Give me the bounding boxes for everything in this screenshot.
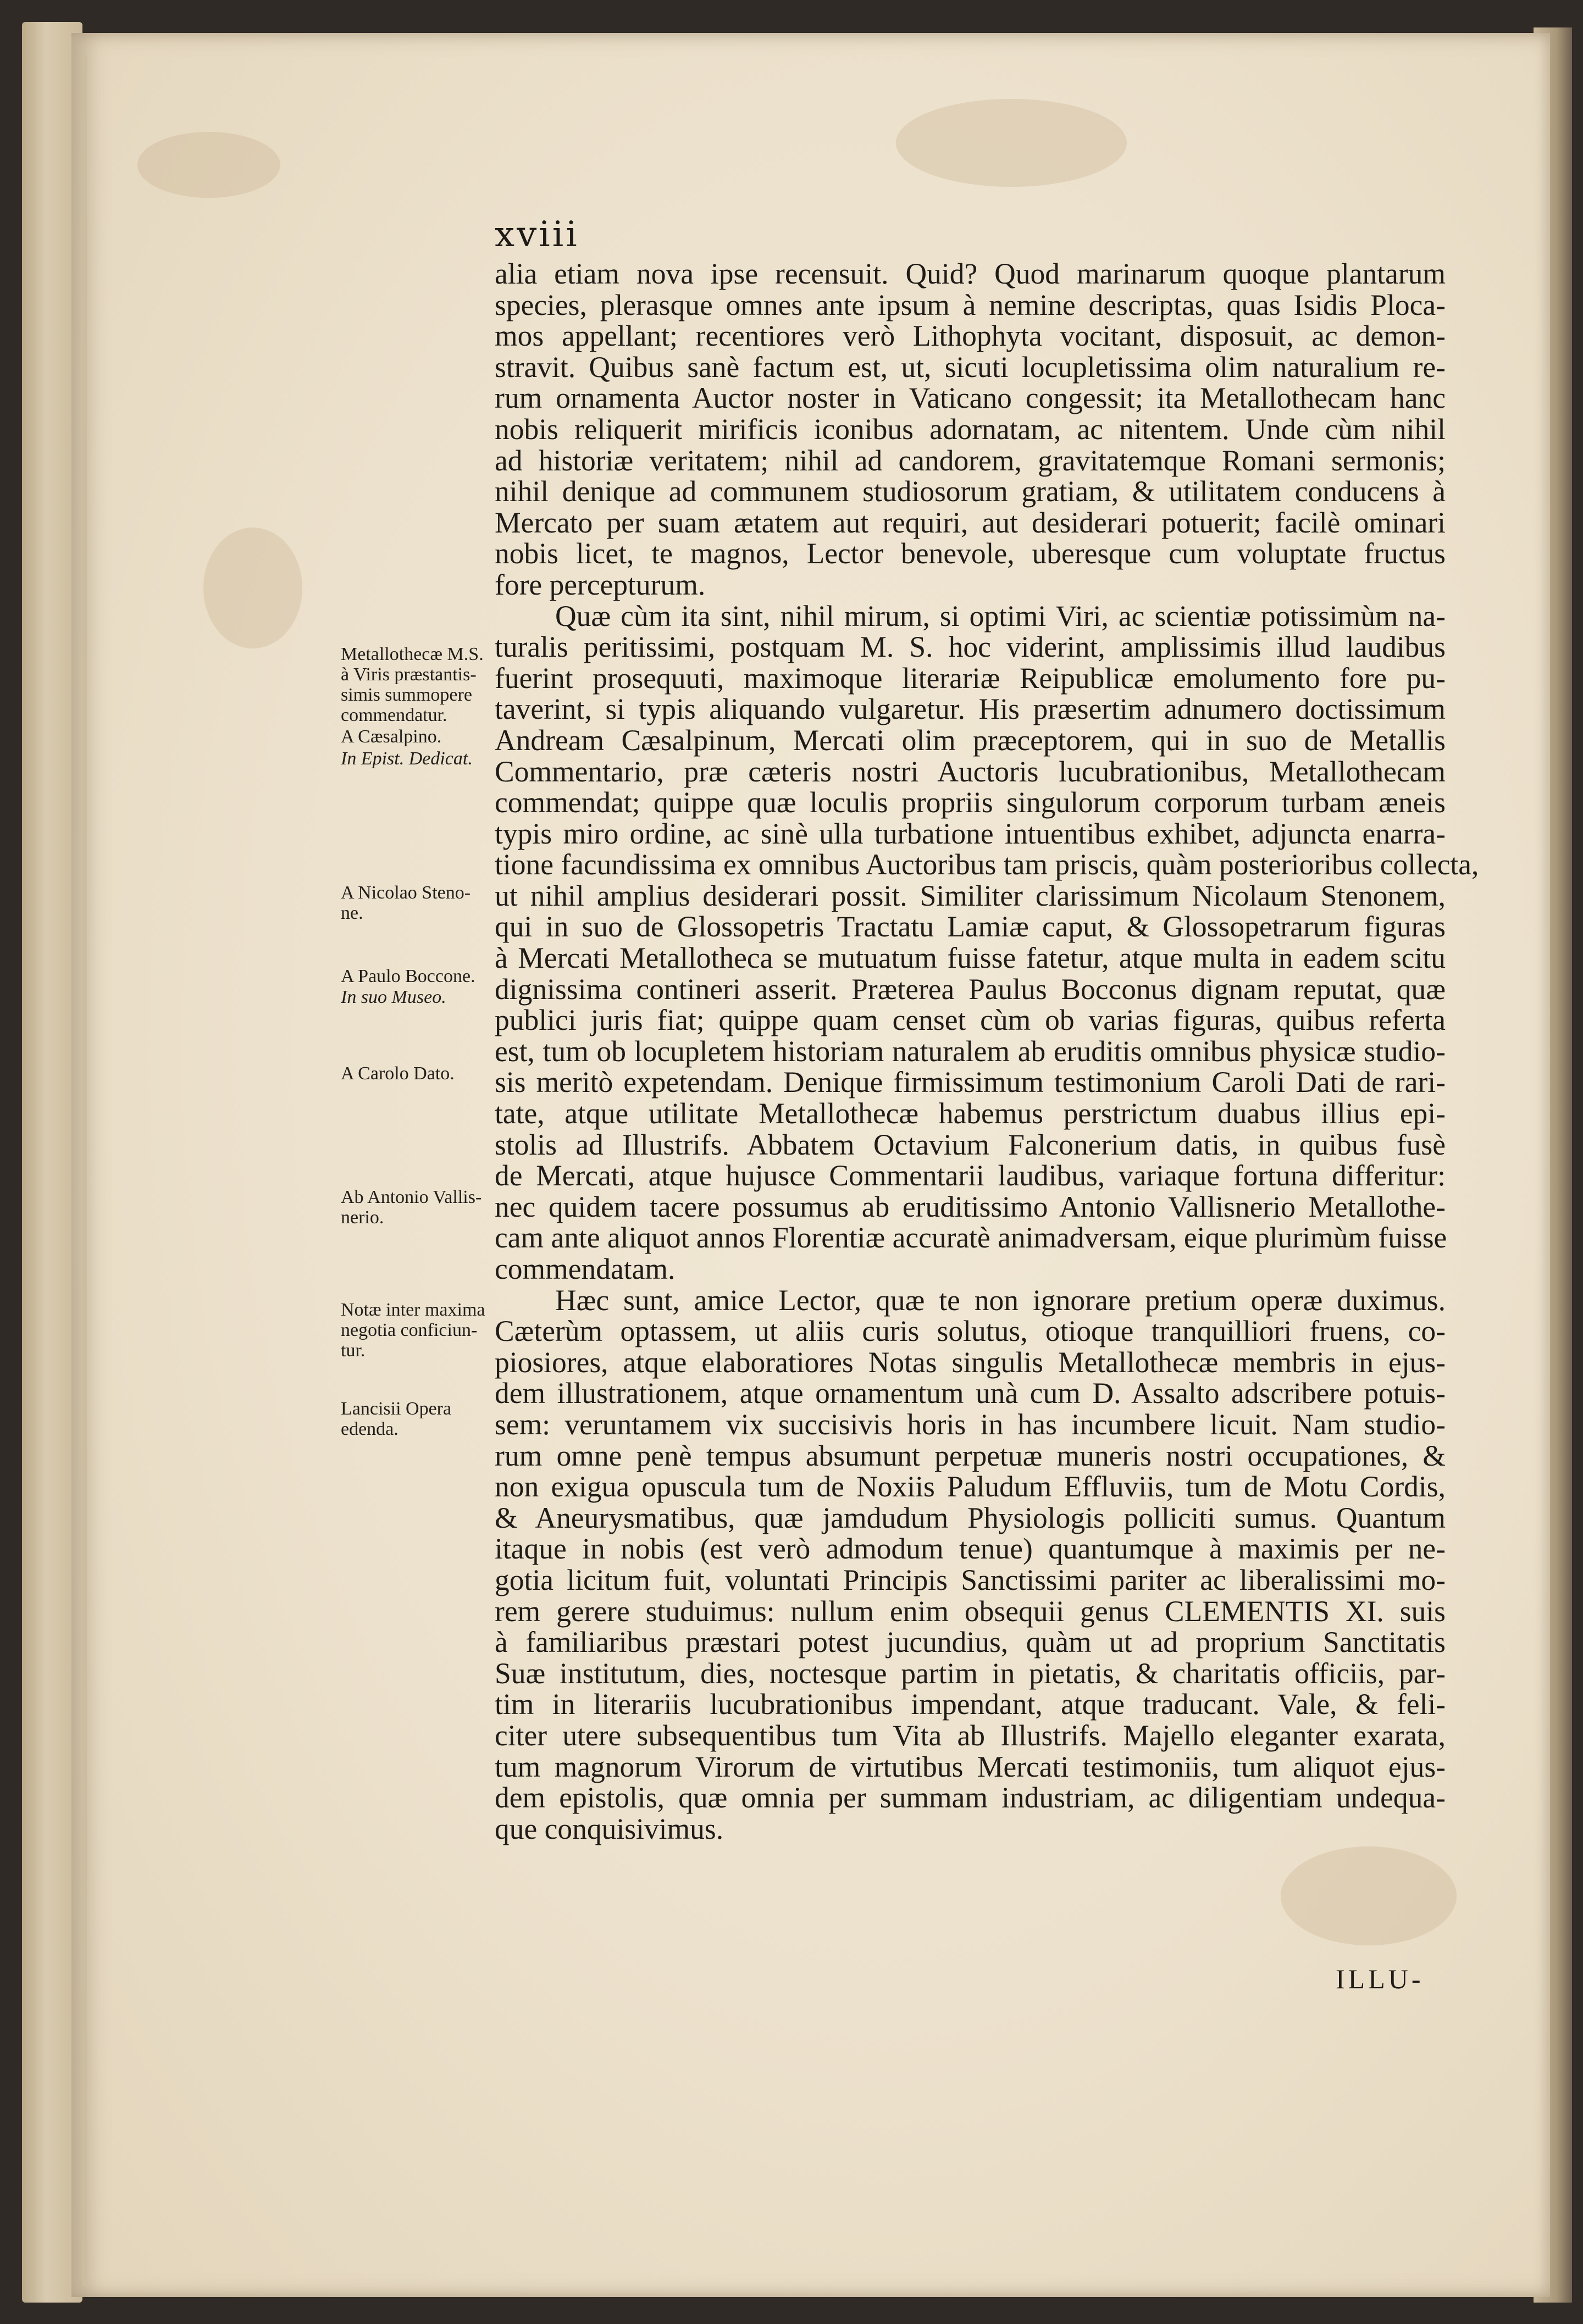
catchword: ILLU-: [1336, 1964, 1424, 1994]
margin-note-line: A Paulo Boccone.: [341, 966, 475, 986]
text-line: nec quidem tacere possumus ab eruditissimo Antonio Vallisnerio Metallothe-: [495, 1190, 1446, 1223]
text-line: ut nihil amplius desiderari possit. Similiter clarissimum Nicolaum Stenonem,: [495, 879, 1446, 912]
text-line: dignissima contineri asserit. Præterea Paulus Bocconus dignam reputat, quæ: [495, 972, 1446, 1006]
margin-note-epist-dedicat: [341, 748, 528, 769]
text-line: tione facundissima ex omnibus Auctoribus tam priscis, quàm posterioribus collecta,: [495, 848, 1479, 881]
text-line: rum omne penè tempus absumunt perpetuæ muneris nostri occupationes, &: [495, 1439, 1446, 1472]
text-line: mos appellant; recentiores verò Lithophyta vocitant, disposuit, ac demon-: [495, 319, 1446, 353]
margin-note-line: edenda.: [341, 1419, 398, 1439]
text-line: alia etiam nova ipse recensuit. Quid? Quod marinarum quoque plantarum: [495, 257, 1446, 290]
text-line: à familiaribus præstari potest jucundius, quàm ut ad proprium Sanctitatis: [495, 1626, 1446, 1659]
text-line: citer utere subsequentibus tum Vita ab Illustrifs. Majello eleganter exarata,: [495, 1718, 1446, 1752]
margin-note-caesalpino: [341, 726, 528, 747]
text-line: Andream Cæsalpinum, Mercati olim præceptorem, qui in suo de Metallis: [495, 723, 1446, 757]
margin-note-line: In Epist. Dedicat.: [341, 748, 473, 769]
text-line: de Mercati, atque hujusce Commentarii laudibus, variaque fortuna differitur:: [495, 1159, 1446, 1192]
text-line: ad historiæ veritatem; nihil ad candorem, gravitatemque Romani sermonis;: [495, 443, 1446, 477]
text-line: nihil denique ad communem studiosorum gratiam, & utilitatem conducens à: [495, 475, 1446, 508]
text-line: dem epistolis, quæ omnia per summam industriam, ac diligentiam undequa-: [495, 1781, 1446, 1815]
text-line: sem: veruntamem vix succisivis horis in has incumbere licuit. Nam studio-: [495, 1407, 1446, 1441]
text-line: fore percepturum.: [495, 568, 706, 601]
text-line: nobis licet, te magnos, Lector benevole, uberesque cum voluptate fructus: [495, 537, 1446, 570]
page-number: xviii: [495, 214, 579, 255]
text-line: nobis reliquerit mirificis iconibus adornatam, ac nitentem. Unde cùm nihil: [495, 412, 1446, 446]
text-line: Mercato per suam ætatem aut requiri, aut desiderari potuerit; facilè ominari: [495, 506, 1446, 539]
text-line: tum magnorum Virorum de virtutibus Mercati testimoniis, tum aliquot ejus-: [495, 1750, 1446, 1783]
text-line: est, tum ob locupletem historiam naturalem ab eruditis omnibus physicæ studio-: [495, 1034, 1446, 1068]
margin-note-line: à Viris præstantis-: [341, 664, 477, 685]
text-line: publici juris fiat; quippe quam censet cùm ob varias figuras, quibus referta: [495, 1003, 1446, 1037]
text-line: à Mercati Metallotheca se mutuatum fuisse fatetur, atque multa in eadem scitu: [495, 941, 1446, 975]
margin-note-line: In suo Museo.: [341, 987, 446, 1007]
text-line: piosiores, atque elaboratiores Notas singulis Metallothecæ membris in ejus-: [495, 1345, 1446, 1379]
text-line: species, plerasque omnes ante ipsum à nemine descriptas, quas Isidis Ploca-: [495, 288, 1446, 321]
text-line: rem gerere studuimus: nullum enim obsequii genus CLEMENTIS XI. suis: [495, 1594, 1446, 1628]
margin-note-line: Metallothecæ M.S.: [341, 644, 484, 664]
text-line: que conquisivimus.: [495, 1812, 724, 1845]
text-line: non exigua opuscula tum de Noxiis Paludum Effluviis, tum de Motu Cordis,: [495, 1470, 1446, 1504]
paper-stain: [137, 132, 280, 198]
text-line: sis meritò expetendam. Denique firmissimum testimonium Caroli Dati de rari-: [495, 1066, 1446, 1099]
text-line: gotia licitum fuit, voluntati Principis Sanctissimi pariter ac liberalissimi mo-: [495, 1563, 1446, 1596]
paper-stain: [896, 99, 1127, 187]
margin-note-dato: [341, 1063, 528, 1084]
text-line: commendatam.: [495, 1252, 676, 1285]
text-line: itaque in nobis (est verò admodum tenue) quantumque à maximis per ne-: [495, 1532, 1446, 1566]
text-line: fuerint prosequuti, maximoque literariæ Reipublicæ emolumento fore pu-: [495, 661, 1446, 695]
text-line: cam ante aliquot annos Florentiæ accuratè animadversam, eique plurimùm fuisse: [495, 1221, 1447, 1255]
margin-note-line: A Carolo Dato.: [341, 1063, 455, 1084]
text-line: stravit. Quibus sanè factum est, ut, sicuti locupletissima olim naturalium re-: [495, 350, 1446, 384]
margin-note-metallotheca: [341, 644, 528, 725]
margin-note-museo: [341, 987, 528, 1007]
margin-note-line: commendatur.: [341, 705, 447, 725]
text-line: taverint, si typis aliquando vulgaretur. His præsertim adnumero doctissimum: [495, 692, 1446, 726]
margin-note-line: Lancisii Opera: [341, 1399, 452, 1419]
text-line: Cæterùm optassem, ut aliis curis solutus, otioque tranquilliori fruens, co-: [495, 1314, 1446, 1348]
text-line: turalis peritissimi, postquam M. S. hoc viderint, amplissimis illud laudibus: [495, 630, 1446, 664]
margin-note-line: Notæ inter maxima: [341, 1300, 485, 1320]
text-line: rum ornamenta Auctor noster in Vaticano congessit; ita Metallothecam hanc: [495, 381, 1446, 415]
text-line: & Aneurysmatibus, quæ jamdudum Physiologis polliciti sumus. Quantum: [495, 1501, 1446, 1534]
text-line: Quæ cùm ita sint, nihil mirum, si optimi Viri, ac scientiæ potissimùm na-: [555, 599, 1446, 633]
text-line: tate, atque utilitate Metallothecæ habemus perstrictum duabus illius epi-: [495, 1097, 1446, 1130]
text-line: Commentario, præ cæteris nostri Auctoris lucubrationibus, Metallothecam: [495, 755, 1446, 788]
margin-note-boccone: [341, 966, 528, 986]
margin-note-line: simis summopere: [341, 685, 472, 705]
margin-note-line: negotia conficiun-: [341, 1320, 478, 1340]
margin-note-line: ne.: [341, 903, 363, 923]
text-line: commendat; quippe quæ loculis propriis singulorum corporum turbam æneis: [495, 786, 1446, 819]
paper-stain: [203, 528, 302, 648]
text-line: Suæ institutum, dies, noctesque partim in pietatis, & charitatis officiis, par-: [495, 1656, 1446, 1690]
paper-stain: [1281, 1846, 1457, 1945]
text-line: qui in suo de Glossopetris Tractatu Lamiæ caput, & Glossopetrarum figuras: [495, 910, 1446, 944]
margin-note-line: tur.: [341, 1340, 366, 1361]
margin-note-line: A Nicolao Steno-: [341, 883, 471, 903]
margin-note-line: nerio.: [341, 1207, 384, 1228]
margin-note-vallisnerio: [341, 1187, 528, 1228]
margin-note-notae: [341, 1300, 528, 1361]
margin-note-line: A Cæsalpino.: [341, 726, 442, 747]
text-line: typis miro ordine, ac sinè ulla turbatione intuentibus exhibet, adjuncta enarra-: [495, 817, 1446, 850]
margin-note-line: Ab Antonio Vallis-: [341, 1187, 482, 1207]
text-line: stolis ad Illustrifs. Abbatem Octavium Falconerium datis, in quibus fusè: [495, 1128, 1446, 1161]
margin-note-lancisii: [341, 1399, 528, 1439]
page-edge: [82, 55, 87, 2286]
text-line: Hæc sunt, amice Lector, quæ te non ignorare pretium operæ duximus.: [555, 1283, 1446, 1317]
text-line: tim in literariis lucubrationibus impendant, atque traducant. Vale, & feli-: [495, 1688, 1446, 1721]
margin-note-stenone: [341, 883, 528, 923]
main-text-block: [495, 257, 1479, 1845]
text-line: dem illustrationem, atque ornamentum unà cum D. Assalto adscribere potuis-: [495, 1377, 1446, 1410]
